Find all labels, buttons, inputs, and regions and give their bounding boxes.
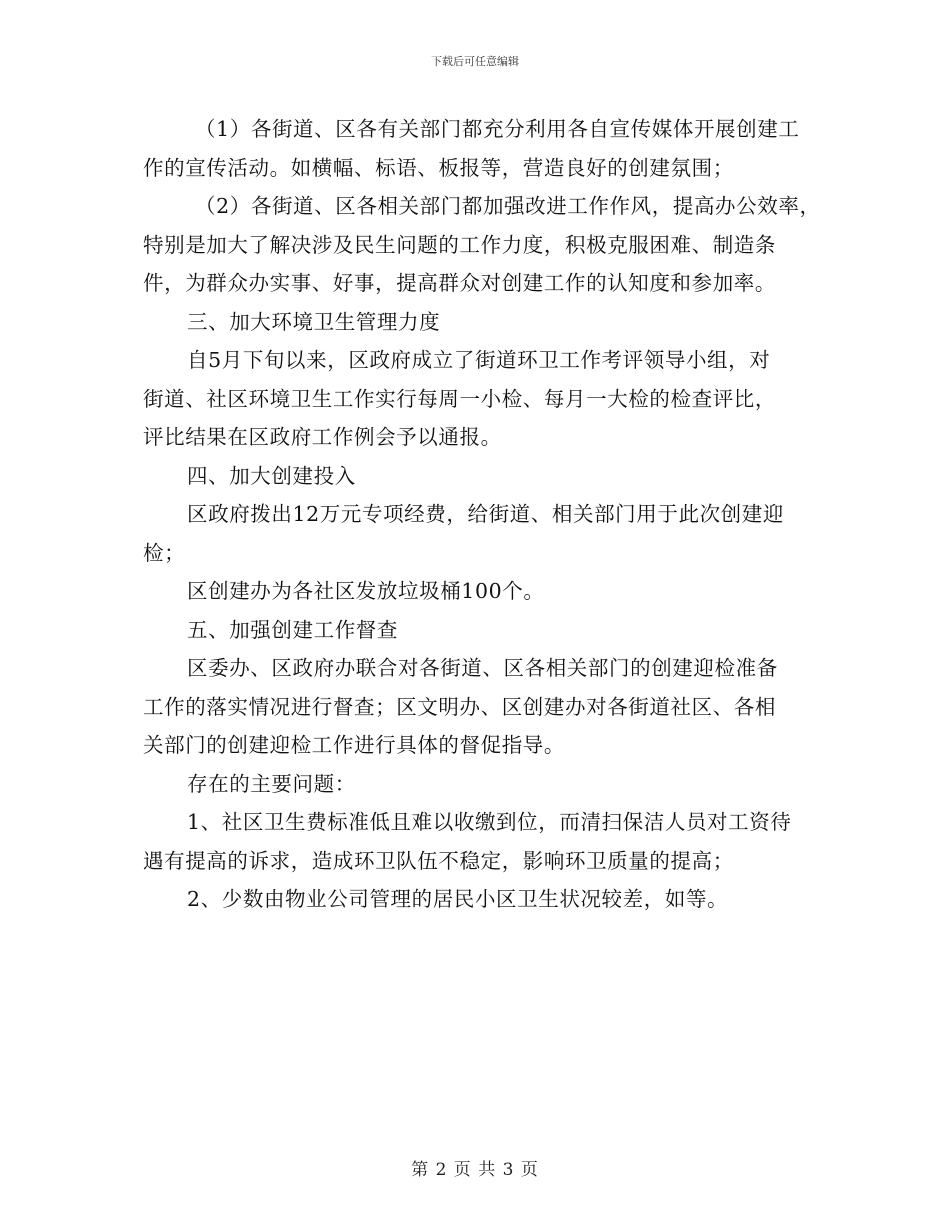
document-body — [143, 110, 823, 919]
paragraph-line: 评比结果在区政府工作例会予以通报。 — [143, 425, 502, 449]
paragraph-line: 区创建办为各社区发放垃圾桶100个。 — [187, 579, 545, 603]
paragraph-line: 遇有提高的诉求，造成环卫队伍不稳定，影响环卫质量的提高； — [143, 848, 734, 873]
paragraph-line: 区政府拨出12万元专项经费，给街道、相关部门用于此次创建迎 — [187, 502, 784, 526]
paragraph-line: 2、少数由物业公司管理的居民小区卫生状况较差，如等。 — [187, 887, 729, 911]
section-heading: 五、加强创建工作督查 — [187, 617, 398, 642]
section-heading: 三、加大环境卫生管理力度 — [187, 309, 441, 334]
section-heading: 存在的主要问题： — [187, 771, 356, 796]
paragraph-line: 件，为群众办实事、好事，提高群众对创建工作的认知度和参加率。 — [143, 271, 776, 295]
paragraph-line: 检； — [143, 540, 186, 565]
paragraph-line: 特别是加大了解决涉及民生问题的工作力度，积极克服困难、制造条 — [143, 232, 776, 257]
paragraph-line: （1）各街道、区各有关部门都充分利用各自宣传媒体开展创建工 — [195, 117, 800, 141]
paragraph-line: 区委办、区政府办联合对各街道、区各相关部门的创建迎检准备 — [187, 656, 778, 680]
paragraph-line: （2）各街道、区各相关部门都加强改进工作作风，提高办公效率， — [195, 194, 821, 218]
paragraph-line: 街道、社区环境卫生工作实行每周一小检、每月一大检的检查评比， — [143, 386, 776, 411]
header-note: 下载后可任意编辑 — [431, 55, 519, 68]
paragraph-line: 关部门的创建迎检工作进行具体的督促指导。 — [143, 733, 565, 757]
paragraph-line: 工作的落实情况进行督查；区文明办、区创建办对各街道社区、各相 — [143, 694, 776, 719]
page-number: 第 2 页 共 3 页 — [411, 1160, 539, 1180]
paragraph-line: 作的宣传活动。如横幅、标语、板报等，营造良好的创建氛围； — [143, 155, 734, 180]
section-heading: 四、加大创建投入 — [187, 463, 356, 488]
paragraph-line: 自5月下旬以来，区政府成立了街道环卫工作考评领导小组，对 — [187, 348, 771, 372]
paragraph-line: 1、社区卫生费标准低且难以收缴到位，而清扫保洁人员对工资待 — [187, 810, 792, 834]
